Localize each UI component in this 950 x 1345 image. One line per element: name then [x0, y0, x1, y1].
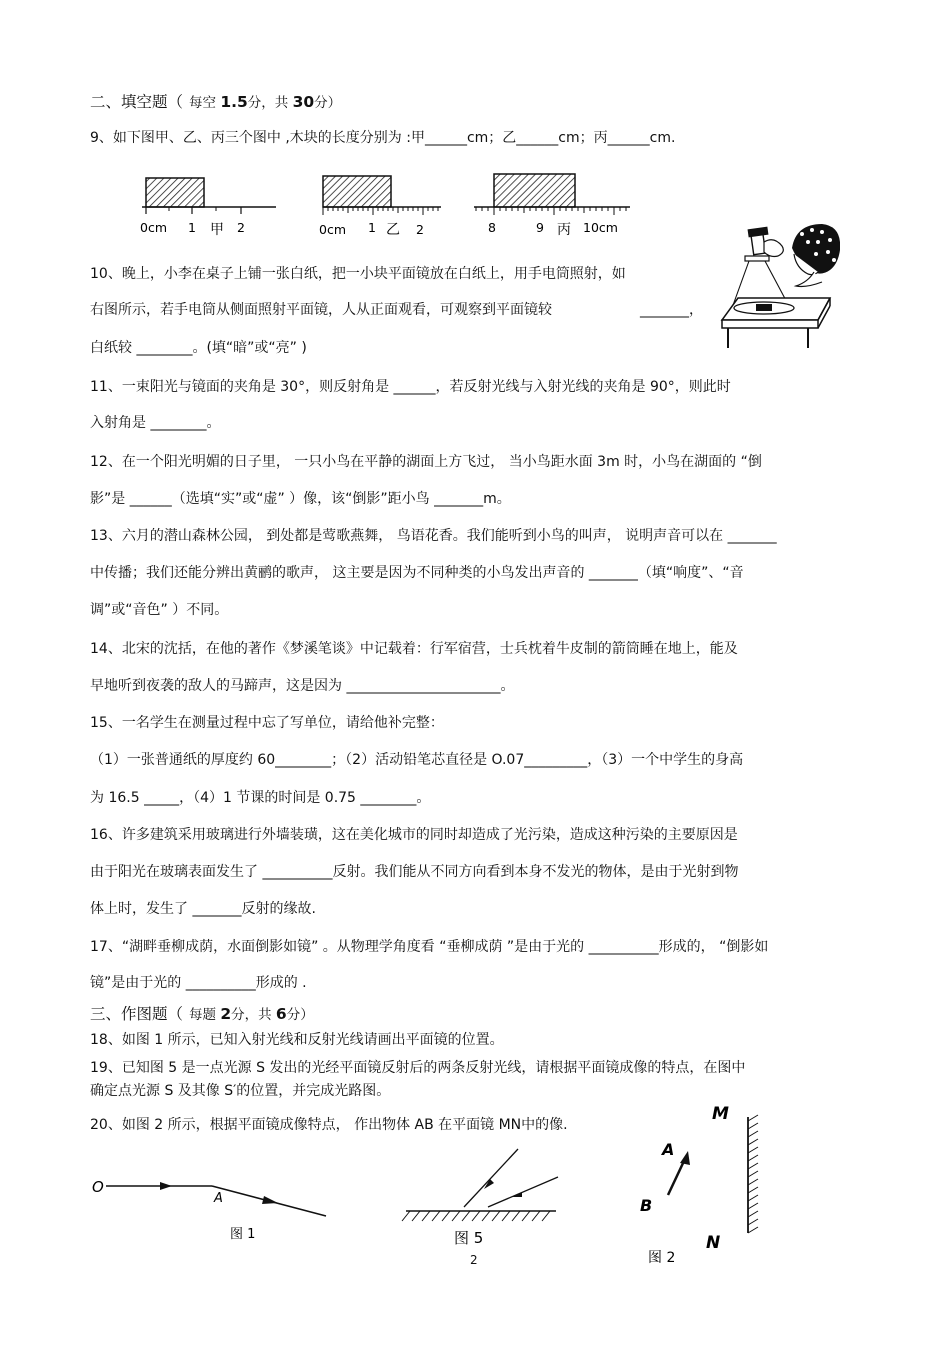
q17-line-1: 17、“湖畔垂柳成荫，水面倒影如镜” 。从物理学角度看 “垂柳成荫 ”是由于光的 __________形成的， “倒影如	[90, 939, 769, 955]
q13-line-3: 调”或“音色” ）不同。	[90, 602, 229, 618]
section-3-score-total: 6	[275, 1005, 287, 1023]
fig2-label-b: B	[640, 1196, 653, 1215]
section-3-heading	[90, 1004, 314, 1025]
q10-line-2: 右图所示，若手电筒从侧面照射平面镜，人从正面观看，可观察到平面镜较	[90, 302, 552, 318]
fig2-label-a: A	[662, 1140, 675, 1159]
fig1-reflected-arrow	[262, 1196, 278, 1204]
fig2-label-n: N	[706, 1233, 721, 1253]
q11-line-2: 入射角是 ________。	[90, 415, 221, 431]
q16-line-2: 由于阳光在玻璃表面发生了 __________反射。我们能从不同方向看到本身不发光的物体，是由于光射到物	[90, 864, 739, 880]
ruler-bing-name: 丙	[557, 222, 571, 238]
ruler-bing-label-0: 8	[488, 220, 496, 235]
section-2-detail-mid: 分，共	[247, 95, 293, 111]
ruler-yi-name: 乙	[386, 222, 400, 238]
section-2-heading	[90, 92, 341, 113]
ruler-yi	[319, 176, 441, 238]
q14-line-2: 早地听到夜袭的敌人的马蹄声，这是因为 ______________________。	[90, 678, 515, 694]
fig1-incident-arrow	[160, 1182, 172, 1190]
section-3-detail-post: 分）	[286, 1007, 314, 1023]
q10-line-3: 白纸较 ________。(填“暗”或“亮” )	[90, 340, 307, 356]
q17-line-2: 镜”是由于光的 __________形成的 .	[90, 975, 307, 991]
ruler-jia-label-1: 1	[188, 220, 196, 235]
q9-rulers-figure	[136, 170, 636, 244]
section-2-score-total: 30	[292, 93, 315, 111]
q15-line-1: 15、一名学生在测量过程中忘了写单位，请给他补完整：	[90, 715, 444, 731]
ruler-yi-label-1: 1	[368, 220, 376, 235]
q13-line-2: 中传播；我们还能分辨出黄鹂的歌声， 这主要是因为不同种类的小鸟发出声音的 _______（填“响度”、“音	[90, 565, 744, 581]
ruler-bing-label-2: 10cm	[583, 220, 618, 235]
section-2-title: 二、填空题（	[90, 93, 184, 111]
fig5-caption: 图 5	[454, 1229, 484, 1247]
fig2-label-m: M	[712, 1104, 729, 1124]
figure-1	[88, 1170, 338, 1250]
section-2-detail-pre: 每空	[189, 95, 221, 111]
page-number: 2	[470, 1253, 478, 1267]
q20-text: 20、如图 2 所示，根据平面镜成像特点， 作出物体 AB 在平面镜 MN中的像.	[90, 1117, 568, 1133]
q15-line-3: 为 16.5 _____，（4）1 节课的时间是 0.75 ________。	[90, 790, 431, 806]
figure-5	[400, 1145, 565, 1250]
q11-line-1: 11、一束阳光与镜面的夹角是 30°，则反射角是 ______，若反射光线与入射光线的夹角是 90°，则此时	[90, 379, 731, 395]
fig2-arrow-head	[680, 1151, 690, 1165]
ruler-bing	[474, 174, 630, 238]
fig1-point-a: A	[214, 1191, 223, 1206]
q16-line-3: 体上时，发生了 _______反射的缘故.	[90, 901, 316, 917]
fig1-point-o: O	[92, 1178, 104, 1196]
q19-line-2: 确定点光源 S 及其像 S′的位置，并完成光路图。	[90, 1083, 391, 1099]
ruler-bing-label-1: 9	[536, 220, 544, 235]
q10-line-2-blank: _______，	[640, 302, 703, 318]
wood-block-jia	[146, 178, 204, 207]
q19-line-1: 19、已知图 5 是一点光源 S 发出的光经平面镜反射后的两条反射光线，请根据平面镜成像的特点，在图中	[90, 1060, 746, 1076]
q16-line-1: 16、许多建筑采用玻璃进行外墙装璜，这在美化城市的同时却造成了光污染，造成这种污染的主要原因是	[90, 827, 738, 843]
ruler-yi-label-2: 2	[416, 222, 424, 237]
q9-text: 9、如下图甲、乙、丙三个图中 ,木块的长度分别为 :甲______cm；乙______cm；丙______cm.	[90, 130, 676, 146]
q10-line-1: 10、晚上，小李在桌子上铺一张白纸，把一小块平面镜放在白纸上，用手电筒照射，如	[90, 266, 626, 282]
ruler-yi-label-0: 0cm	[319, 222, 347, 237]
q14-line-1: 14、北宋的沈括，在他的著作《梦溪笔谈》中记载着：行军宿营，士兵枕着牛皮制的箭筒睡在地上，能及	[90, 641, 738, 657]
q15-line-2: （1）一张普通纸的厚度约 60________；（2）活动铅笔芯直径是 O.07_________，（3）一个中学生的身高	[90, 752, 744, 768]
wood-block-bing	[494, 174, 575, 207]
flashlight-mirror-illustration	[718, 212, 840, 350]
fig2-caption: 图 2	[648, 1250, 676, 1266]
wood-block-yi	[323, 176, 391, 207]
fig1-caption: 图 1	[230, 1227, 256, 1242]
fig5-arrow-2	[512, 1192, 522, 1197]
fig2-object-ab	[668, 1161, 684, 1195]
q18-text: 18、如图 1 所示，已知入射光线和反射光线请画出平面镜的位置。	[90, 1032, 504, 1048]
section-3-detail-pre: 每题	[189, 1007, 221, 1023]
fig5-reflected-ray-2	[488, 1177, 558, 1207]
section-3-score-each: 2	[220, 1005, 232, 1023]
q13-line-1: 13、六月的潜山森林公园， 到处都是莺歌燕舞， 鸟语花香。我们能听到小鸟的叫声， 说明声音可以在 _______	[90, 528, 777, 544]
section-3-detail-mid: 分，共	[231, 1007, 276, 1023]
q12-line-1: 12、在一个阳光明媚的日子里， 一只小鸟在平静的湖面上方飞过， 当小鸟距水面 3m 时，小鸟在湖面的 “倒	[90, 454, 762, 470]
ruler-jia-label-0: 0cm	[140, 220, 168, 235]
ruler-jia	[140, 178, 276, 238]
ruler-jia-label-2: 2	[237, 220, 245, 235]
q12-line-2: 影”是 ______（选填“实”或“虚” ）像，该“倒影”距小鸟 _______m。	[90, 491, 511, 507]
figure-2	[630, 1095, 780, 1270]
ruler-jia-name: 甲	[210, 222, 224, 238]
section-2-score-each: 1.5	[220, 93, 248, 111]
section-3-title: 三、作图题（	[90, 1005, 184, 1023]
section-2-detail-post: 分）	[314, 95, 342, 111]
